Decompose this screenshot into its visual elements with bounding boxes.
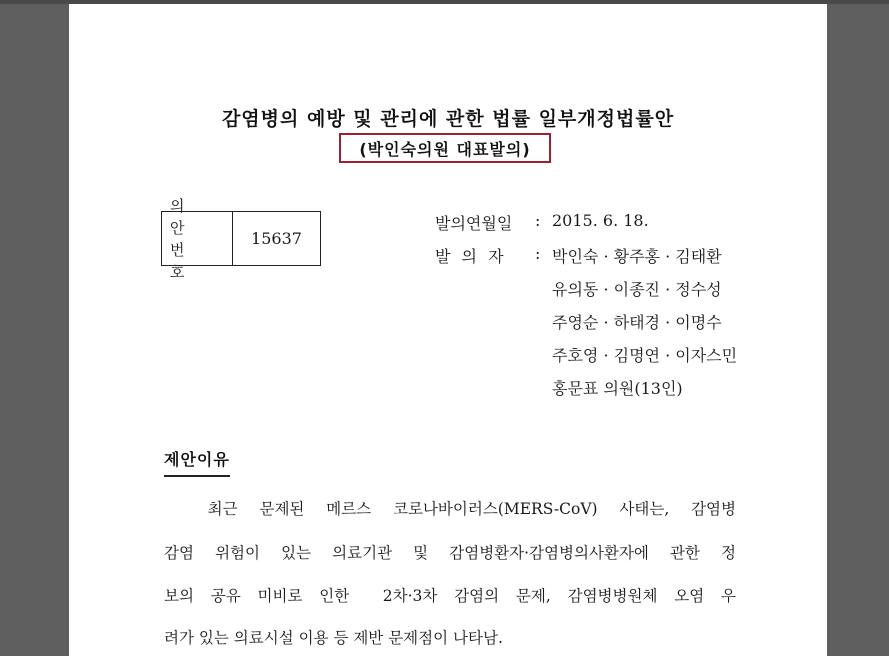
proposers-line: 유의동 · 이종진 · 정수성 xyxy=(552,280,722,299)
proposers-colon: : xyxy=(535,244,541,263)
bill-number-label-line1: 의 안 xyxy=(170,196,195,237)
document-page xyxy=(69,4,827,656)
bill-number-table xyxy=(161,196,321,281)
proposers-line: 주영순 · 하태경 · 이명수 xyxy=(552,313,722,332)
bill-number-value: 15637 xyxy=(251,229,302,248)
proposal-date-label: 발의연월일 xyxy=(435,214,513,233)
proposal-date-value: 2015. 6. 18. xyxy=(552,211,649,230)
section-heading-reason: 제안이유 xyxy=(164,447,230,477)
sponsor-highlight-box xyxy=(339,133,551,163)
proposers-line: 박인숙 · 황주홍 · 김태환 xyxy=(552,247,722,266)
bill-number-label xyxy=(162,196,233,281)
paragraph-line: 보의 공유 미비로 인한 2차·3차 감염의 문제, 감염병병원체 오염 우 xyxy=(164,587,736,605)
paragraph-line: 려가 있는 의료시설 이용 등 제반 문제점이 나타남. xyxy=(164,629,503,647)
bill-number-label-line2: 번 호 xyxy=(170,240,195,281)
proposers-line: 홍문표 의원(13인) xyxy=(552,379,683,398)
paragraph-line: 최근 문제된 메르스 코로나바이러스(MERS-CoV) 사태는, 감염병 xyxy=(164,500,736,518)
proposers-line: 주호영 · 김명연 · 이자스민 xyxy=(552,346,738,365)
sponsor-text: (박인숙의원 대표발의) xyxy=(359,139,531,159)
paragraph-line: 감염 위험이 있는 의료기관 및 감염병환자·감염병의사환자에 관한 정 xyxy=(164,544,736,562)
bill-title: 감염병의 예방 및 관리에 관한 법률 일부개정법률안 xyxy=(221,108,675,130)
proposal-date-colon: : xyxy=(535,211,541,230)
proposers-label: 발 의 자 xyxy=(435,247,507,266)
